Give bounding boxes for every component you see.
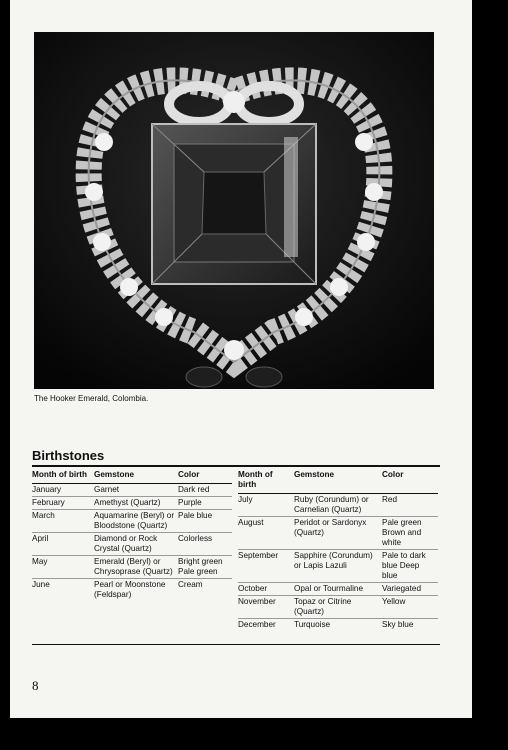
month-cell: January [32,484,94,497]
month-cell: November [238,596,294,619]
birthstone-table-left [32,468,232,601]
emerald-photo [34,32,434,389]
month-cell: October [238,583,294,596]
color-cell: Pale green Brown and white [382,517,438,550]
gemstone-cell: Emerald (Beryl) or Chrysoprase (Quartz) [94,556,178,579]
gemstone-cell: Amethyst (Quartz) [94,497,178,510]
page-number: 8 [32,678,39,693]
table-row [32,497,232,510]
gemstone-cell: Topaz or Citrine (Quartz) [294,596,382,619]
table-row [32,510,232,533]
color-cell: Yellow [382,596,438,619]
color-cell: Red [382,494,438,517]
table-row [32,556,232,579]
table-row [238,583,438,596]
emerald-brooch-image [34,32,434,389]
gemstone-cell: Peridot or Sardonyx (Quartz) [294,517,382,550]
color-cell: Purple [178,497,232,510]
header-gemstone: Gemstone [94,468,178,484]
table-row [238,619,438,632]
month-cell: April [32,533,94,556]
table-row [238,517,438,550]
color-cell: Pale to dark blue Deep blue [382,550,438,583]
table-row [32,484,232,497]
gemstone-cell: Sapphire (Corundum) or Lapis Lazuli [294,550,382,583]
color-cell: Cream [178,580,203,589]
table-row [32,533,232,556]
gemstone-cell: Diamond or Rock Crystal (Quartz) [94,533,178,556]
section-title: Birthstones [32,448,105,463]
color-cell: Sky blue [382,620,414,629]
gemstone-cell: Aquamarine (Beryl) or Bloodstone (Quartz) [94,510,178,533]
birthstone-table-right [238,468,438,631]
gemstone-cell: Opal or Tourmaline [294,583,382,596]
month-cell: February [32,497,94,510]
month-cell: March [32,510,94,533]
photo-caption: The Hooker Emerald, Colombia. [34,394,149,403]
table-bottom-rule [32,644,440,645]
gemstone-cell: Turquoise [294,620,331,629]
gemstone-cell: Garnet [94,484,178,497]
header-color: Color [178,468,232,484]
table-row [238,596,438,619]
gemstone-cell: Ruby (Corundum) or Carnelian (Quartz) [294,494,382,517]
color-cell: Bright green Pale green [178,556,232,579]
header-month: Month of birth [32,468,94,484]
table-top-rule [32,465,440,467]
table-row [32,579,232,602]
table-row [238,550,438,583]
table-header-row [32,468,232,484]
header-color: Color [382,468,438,494]
table-header-row [238,468,438,494]
month-cell: May [32,556,94,579]
month-cell: September [238,550,294,583]
table-row [238,494,438,517]
month-cell: June [32,580,50,589]
month-cell: July [238,494,294,517]
color-cell: Colorless [178,533,232,556]
color-cell: Variegated [382,583,438,596]
header-month: Month of birth [238,468,294,494]
color-cell: Dark red [178,484,232,497]
book-page [10,0,472,718]
gemstone-cell: Pearl or Moonstone (Feldspar) [94,580,166,599]
month-cell: December [238,620,276,629]
month-cell: August [238,517,294,550]
header-gemstone: Gemstone [294,468,382,494]
color-cell: Pale blue [178,510,232,533]
